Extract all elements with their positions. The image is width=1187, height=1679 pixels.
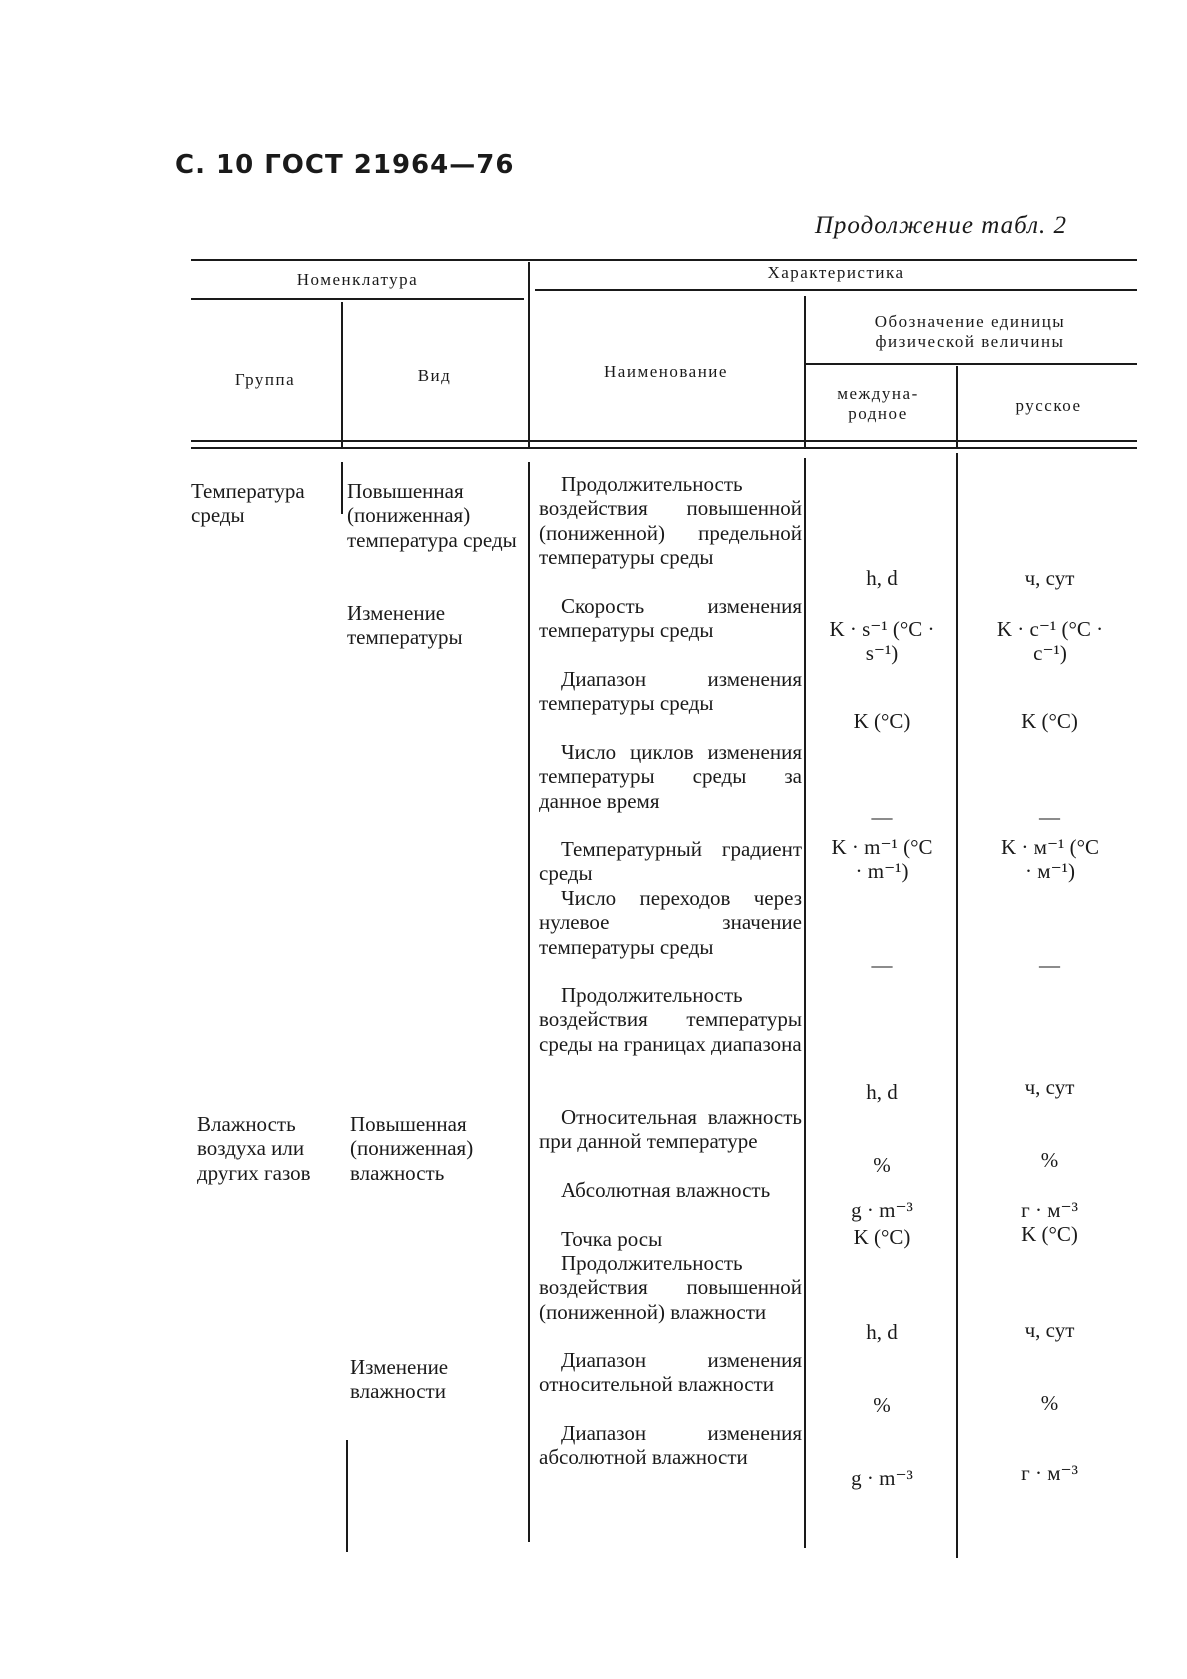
row-name: Точка росы: [561, 1227, 663, 1251]
row-intl-unit: K · m⁻¹ (°C · m⁻¹): [831, 835, 933, 884]
header-intl: междуна-родное: [837, 384, 919, 423]
table-continuation-label: Продолжение табл. 2: [814, 212, 1067, 239]
row-name: Число циклов изменения температуры среды за данное время: [539, 740, 802, 813]
col-divider-group-type-body: [341, 462, 343, 514]
row-russian-unit: K (°C): [1021, 1222, 1078, 1246]
col-divider-name-units-body: [804, 458, 806, 1548]
header-characteristic: Характеристика: [767, 263, 905, 282]
header-bottom-rule-1: [191, 440, 1137, 442]
characteristic-underline: [535, 289, 1137, 291]
nomenclature-underline: [191, 298, 524, 300]
row-intl-unit: K (°C): [853, 709, 911, 733]
row-name: Продолжительность воздействия повышенной (пониженной) предельной температуры среды: [539, 472, 802, 569]
row-russian-unit: —: [1039, 953, 1060, 977]
header-unit: Обозначение единицы физической величины: [874, 312, 1066, 351]
row-name: Скорость изменения температуры среды: [539, 594, 802, 643]
row-intl-unit: —: [871, 805, 893, 829]
col-divider-name-units: [804, 296, 806, 447]
header-bottom-rule-2: [191, 447, 1137, 449]
row-russian-unit: ч, сут: [1024, 1318, 1075, 1342]
unit-header-underline: [804, 363, 1137, 365]
group-humidity: Влажность воздуха или других газов: [197, 1112, 311, 1185]
row-russian-unit: K · м⁻¹ (°C · м⁻¹): [1001, 835, 1099, 884]
row-name: Абсолютная влажность: [561, 1178, 771, 1202]
type-humidity-change: Изменение влажности: [350, 1355, 449, 1404]
row-intl-unit: K (°C): [853, 1225, 911, 1249]
row-intl-unit: K · s⁻¹ (°C · s⁻¹): [829, 617, 935, 666]
row-intl-unit: g · m⁻³: [851, 1466, 913, 1490]
header-group: Группа: [234, 370, 296, 389]
row-name: Продолжительность воздействия температуры среды на границах диапазона: [539, 983, 802, 1056]
type-high-low-humidity: Повышенная (пониженная) влажность: [350, 1112, 474, 1185]
col-divider-type-name-lower: [346, 1440, 348, 1552]
row-intl-unit: h, d: [866, 566, 898, 590]
row-name: Диапазон изменения абсолютной влажности: [539, 1421, 802, 1470]
header-type: Вид: [417, 366, 452, 385]
row-russian-unit: ч, сут: [1024, 566, 1075, 590]
row-russian-unit: г · м⁻³: [1021, 1461, 1078, 1485]
row-russian-unit: ч, сут: [1024, 1075, 1075, 1099]
row-russian-unit: г · м⁻³: [1021, 1198, 1078, 1222]
row-name: Диапазон изменения относительной влажности: [539, 1348, 802, 1397]
col-divider-nomenclature-body: [528, 462, 530, 1542]
type-high-low-temperature: Повышенная (пониженная) температура среды: [347, 479, 517, 552]
row-russian-unit: %: [1040, 1391, 1059, 1415]
row-name: Число переходов через нулевое значение температуры среды: [539, 886, 802, 959]
group-temperature: Температура среды: [191, 479, 305, 528]
row-name: Температурный градиент среды: [539, 837, 802, 886]
col-divider-nomenclature: [528, 262, 530, 447]
row-russian-unit: K · c⁻¹ (°C · c⁻¹): [996, 617, 1104, 666]
header-russian: русское: [1015, 396, 1082, 415]
row-intl-unit: %: [873, 1153, 891, 1177]
col-divider-intl-rus-body: [956, 453, 958, 1558]
header-nomenclature: Номенклатура: [296, 270, 419, 289]
row-russian-unit: K (°C): [1021, 709, 1078, 733]
row-russian-unit: —: [1039, 805, 1060, 829]
row-intl-unit: %: [873, 1393, 891, 1417]
row-intl-unit: —: [871, 953, 893, 977]
row-intl-unit: g · m⁻³: [851, 1198, 913, 1222]
row-name: Продолжительность воздействия повышенной (пониженной) влажности: [539, 1251, 802, 1324]
row-russian-unit: %: [1040, 1148, 1059, 1172]
row-intl-unit: h, d: [866, 1320, 898, 1344]
table-top-rule: [191, 259, 1137, 261]
row-name: Относительная влажность при данной температуре: [539, 1105, 802, 1154]
header-name: Наименование: [604, 362, 728, 381]
row-intl-unit: h, d: [866, 1080, 898, 1104]
row-name: Диапазон изменения температуры среды: [539, 667, 802, 716]
page-header: С. 10 ГОСТ 21964—76: [175, 150, 515, 180]
col-divider-intl-rus: [956, 366, 958, 447]
type-temperature-change: Изменение температуры: [347, 601, 463, 650]
